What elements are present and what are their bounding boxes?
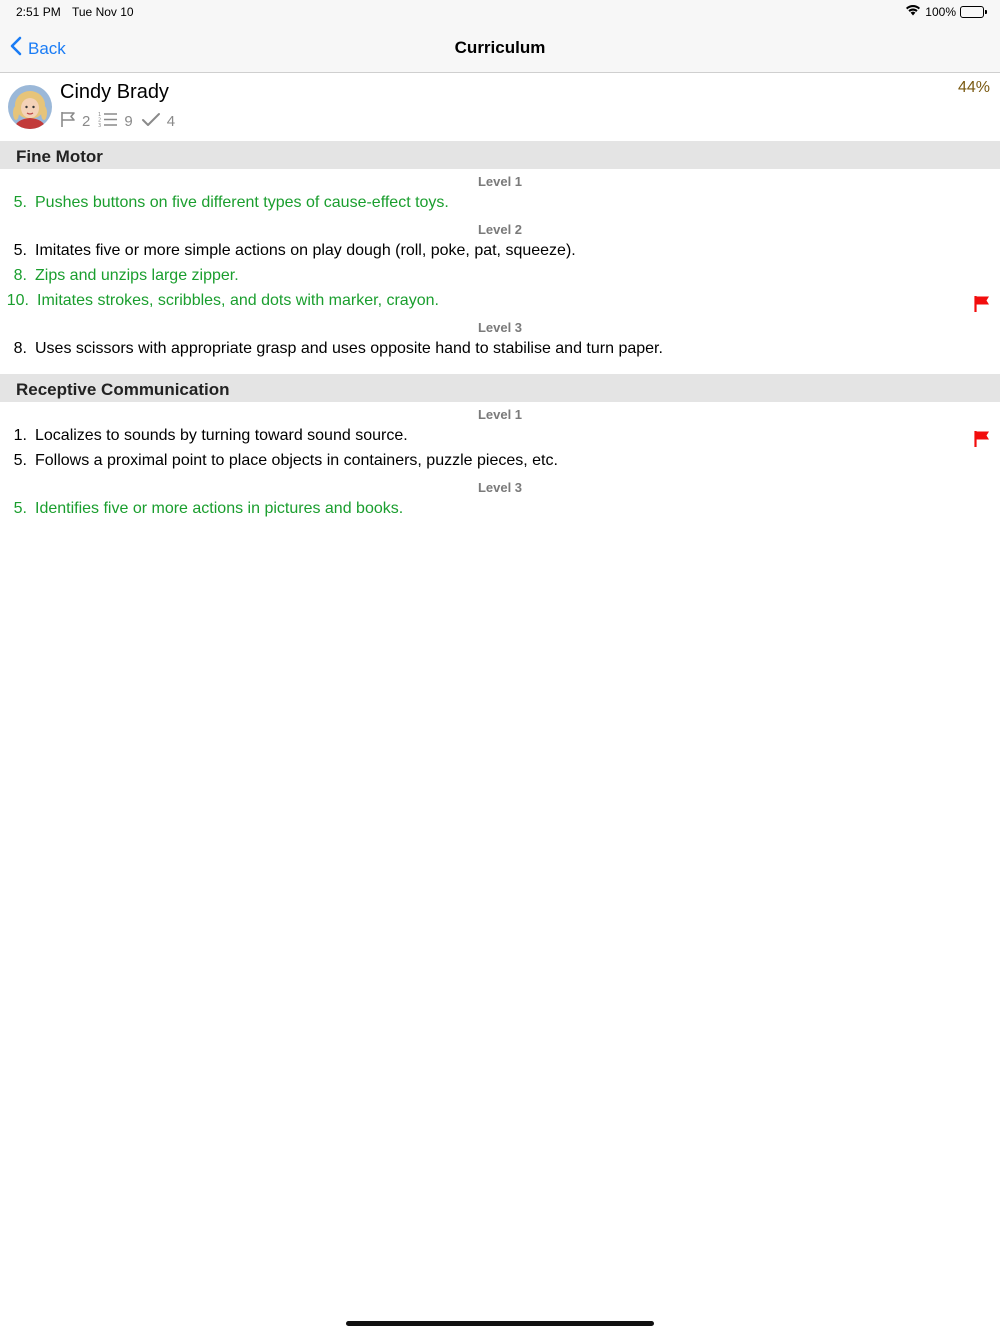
section-header-receptive-communication: Receptive Communication <box>0 374 1000 402</box>
item-text: Imitates strokes, scribbles, and dots with marker, crayon. <box>37 292 439 309</box>
flags-stat <box>60 111 90 132</box>
home-indicator[interactable] <box>346 1321 654 1326</box>
item-number: 8. <box>13 340 27 357</box>
status-time: 2:51 PM <box>16 5 61 19</box>
item-number: 5. <box>13 242 27 259</box>
flag-icon[interactable] <box>973 295 991 318</box>
list-item[interactable] <box>0 242 1000 260</box>
item-text: Pushes buttons on five different types of cause-effect toys. <box>35 194 449 211</box>
item-number: 10. <box>6 292 29 309</box>
level-label: Level 1 <box>477 407 523 422</box>
item-text: Localizes to sounds by turning toward sound source. <box>35 427 408 444</box>
done-stat <box>141 112 175 132</box>
item-number: 1. <box>13 427 27 444</box>
list-item[interactable] <box>0 292 1000 310</box>
level-label: Level 3 <box>477 480 523 495</box>
page-title: Curriculum <box>454 38 546 57</box>
level-label: Level 1 <box>477 174 523 189</box>
item-number: 8. <box>13 267 27 284</box>
list-item[interactable] <box>0 452 1000 470</box>
item-text: Identifies five or more actions in pictures and books. <box>35 500 404 517</box>
level-label: Level 3 <box>477 320 523 335</box>
flag-icon[interactable] <box>973 430 991 453</box>
navigation-bar <box>0 24 1000 73</box>
item-text: Zips and unzips large zipper. <box>35 267 239 284</box>
svg-text:2: 2 <box>98 117 102 124</box>
wifi-icon <box>905 4 921 19</box>
avatar <box>8 85 52 129</box>
item-number: 5. <box>13 500 27 517</box>
battery-percent: 100% <box>925 4 956 19</box>
battery-icon <box>960 6 984 18</box>
status-date: Tue Nov 10 <box>72 5 134 19</box>
item-number: 5. <box>13 194 27 211</box>
list-item[interactable] <box>0 427 1000 445</box>
student-profile[interactable] <box>0 73 1000 141</box>
list-item[interactable] <box>0 267 1000 285</box>
list-item[interactable] <box>0 340 1000 358</box>
item-text: Imitates five or more simple actions on play dough (roll, poke, pat, squeeze). <box>35 242 576 259</box>
item-text: Uses scissors with appropriate grasp and uses opposite hand to stabilise and turn paper. <box>35 340 663 357</box>
list-item[interactable] <box>0 500 1000 518</box>
numbered-list-icon <box>98 111 118 132</box>
done-count: 4 <box>166 113 176 130</box>
back-label: Back <box>28 38 66 58</box>
item-text: Follows a proximal point to place objects in containers, puzzle pieces, etc. <box>35 452 558 469</box>
flag-outline-icon <box>60 111 76 132</box>
svg-text:1: 1 <box>98 112 102 118</box>
svg-text:3: 3 <box>98 123 102 128</box>
status-bar <box>0 0 1000 24</box>
flags-count: 2 <box>82 113 91 130</box>
section-header-fine-motor: Fine Motor <box>0 141 1000 169</box>
items-count: 9 <box>124 113 133 130</box>
list-item[interactable] <box>0 194 1000 212</box>
items-stat <box>98 111 132 132</box>
checkmark-icon <box>141 112 161 132</box>
student-name: Cindy Brady <box>60 81 169 103</box>
student-stats <box>60 111 175 132</box>
item-number: 5. <box>13 452 27 469</box>
level-label: Level 2 <box>477 222 523 237</box>
status-right <box>905 4 984 19</box>
progress-percent: 44% <box>957 79 990 96</box>
